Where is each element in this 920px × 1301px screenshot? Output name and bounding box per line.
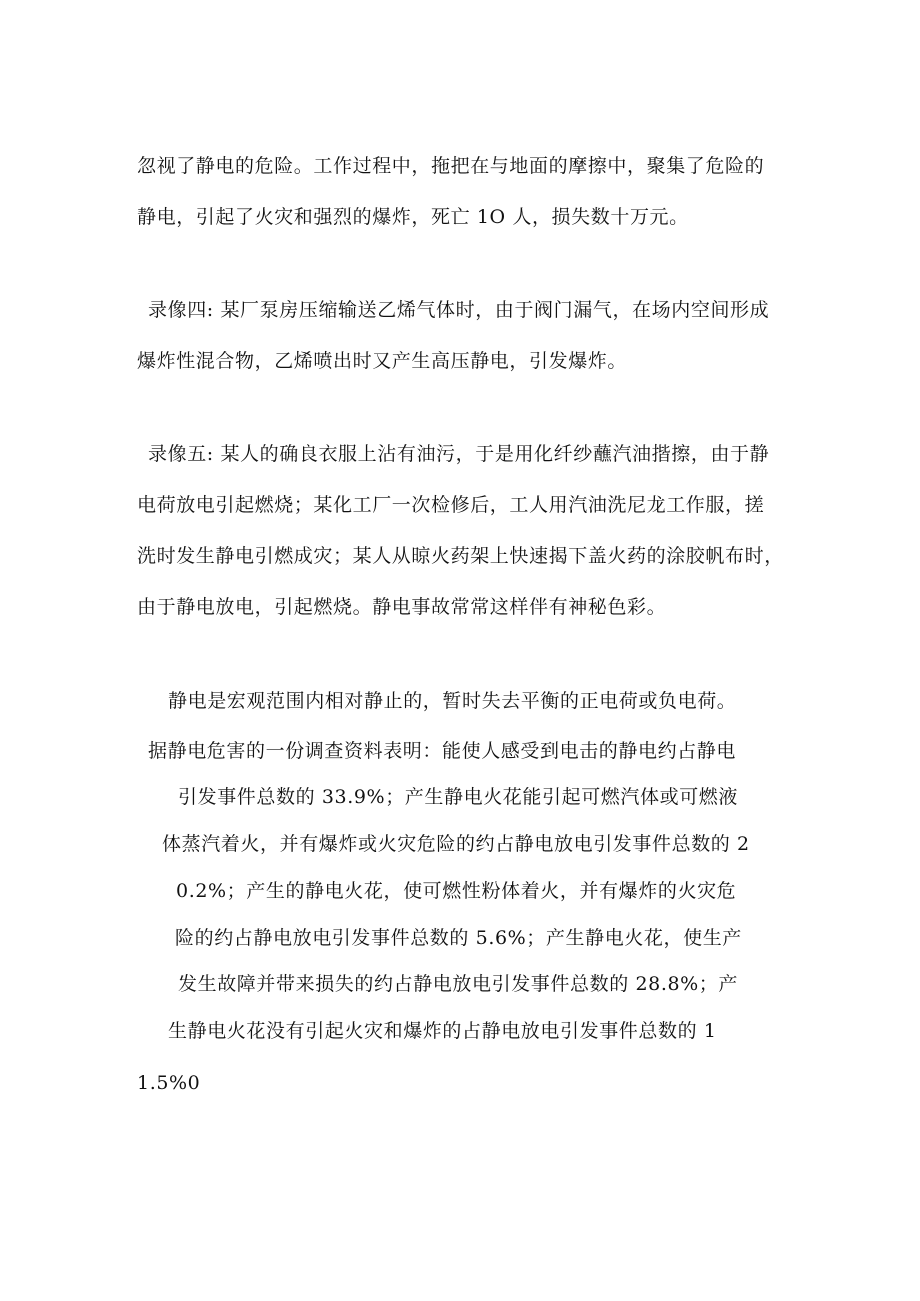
text-line: 0.2%；产生的静电火花，使可燃性粉体着火，并有爆炸的火灾危 — [176, 880, 737, 902]
text-line: 录像四: 某厂泵房压缩输送乙烯气体时，由于阀门漏气，在场内空间形成 — [148, 299, 770, 321]
text-line: 静电，引起了火灾和强烈的爆炸，死亡 1O 人，损失数十万元。 — [137, 206, 689, 228]
text-line: 1.5%0 — [137, 1072, 201, 1094]
text-line: 险的约占静电放电引发事件总数的 5.6%；产生静电火花，使生产 — [175, 927, 742, 949]
text-line: 据静电危害的一份调查资料表明：能使人感受到电击的静电约占静电 — [148, 740, 737, 762]
text-line: 忽视了静电的危险。工作过程中，拖把在与地面的摩擦中，聚集了危险的 — [137, 155, 765, 177]
text-line: 体蒸汽着火，并有爆炸或火灾危险的约占静电放电引发事件总数的 2 — [162, 833, 750, 855]
text-line: 发生故障并带来损失的约占静电放电引发事件总数的 28.8%；产 — [178, 973, 738, 995]
text-line: 引发事件总数的 33.9%；产生静电火花能引起可燃汽体或可燃液 — [178, 786, 738, 808]
text-line: 爆炸性混合物，乙烯喷出时又产生高压静电，引发爆炸。 — [137, 350, 628, 372]
text-line: 生静电火花没有引起火灾和爆炸的占静电放电引发事件总数的 1 — [168, 1020, 717, 1042]
text-line: 由于静电放电，引起燃烧。静电事故常常这样伴有神秘色彩。 — [137, 596, 667, 618]
text-line: 录像五: 某人的确良衣服上沾有油污，于是用化纤纱蘸汽油揩擦，由于静 — [148, 443, 770, 465]
text-line: 静电是宏观范围内相对静止的，暂时失去平衡的正电荷或负电荷。 — [168, 690, 737, 712]
text-line: 电荷放电引起燃烧；某化工厂一次检修后，工人用汽油洗尼龙工作服，搓 — [137, 494, 765, 516]
text-line: 洗时发生静电引燃成灾；某人从晾火药架上快速揭下盖火药的涂胶帆布时， — [137, 545, 784, 567]
